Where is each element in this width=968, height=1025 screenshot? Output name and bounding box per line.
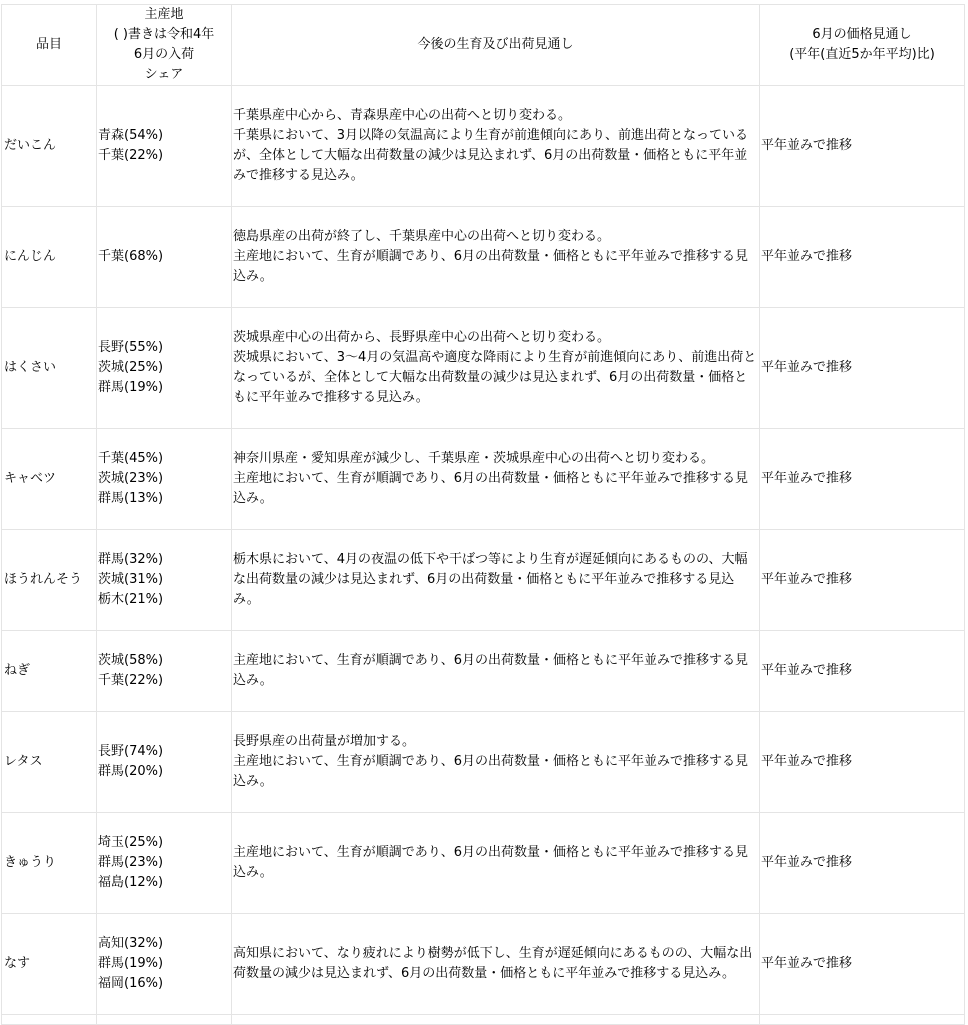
outlook-text: 栃木県において、4月の夜温の低下や干ばつ等により生育が遅延傾向にあるものの、大幅な出荷数量の減少は見込まれず、6月の出荷数量・価格ともに平年並みで推移する見込み。	[233, 552, 748, 607]
outlook-text: 千葉県産中心から、青森県産中心の出荷へと切り変わる。	[233, 108, 572, 123]
table-row	[2, 530, 965, 631]
item-name: なす	[2, 914, 97, 1015]
outlook-text: 千葉県において、3月以降の気温高により生育が前進傾向にあり、前進出荷となっているが、全体として大幅な出荷数量の減少は見込まれず、6月の出荷数量・価格ともに平年並みで推移する見込み。	[233, 128, 749, 183]
price-outlook: 平年並みで推移	[760, 308, 965, 429]
outlook-text: 主産地において、生育が順調であり、6月の出荷数量・価格ともに平年並みで推移する見込み。	[233, 249, 749, 284]
origin-cell	[97, 207, 232, 308]
outlook-text: 徳島県産の出荷が終了し、千葉県産中心の出荷へと切り変わる。	[233, 229, 611, 244]
origin-share: 群馬(32%)	[98, 552, 164, 567]
item-name: だいこん	[2, 86, 97, 207]
outlook-text: 主産地において、生育が順調であり、6月の出荷数量・価格ともに平年並みで推移する見込み。	[233, 754, 749, 789]
table-row	[2, 308, 965, 429]
outlook-cell	[232, 712, 760, 813]
origin-share: 高知(32%)	[98, 936, 164, 951]
header-origin-line: ( )書きは令和4年	[113, 27, 215, 42]
outlook-cell	[232, 914, 760, 1015]
price-outlook: 平年並みで推移	[760, 207, 965, 308]
origin-cell	[97, 631, 232, 712]
origin-share: 茨城(31%)	[98, 572, 164, 587]
price-outlook: 平年並みで推移	[760, 712, 965, 813]
origin-share: 千葉(22%)	[98, 148, 164, 163]
origin-share: 千葉(22%)	[98, 673, 164, 688]
item-name: きゅうり	[2, 813, 97, 914]
table-row	[2, 207, 965, 308]
item-name: ほうれんそう	[2, 530, 97, 631]
outlook-text: 神奈川県産・愛知県産が減少し、千葉県産・茨城県産中心の出荷へと切り変わる。	[233, 451, 715, 466]
outlook-cell	[232, 530, 760, 631]
empty-cell	[232, 1015, 760, 1025]
outlook-text: 茨城県において、3～4月の気温高や適度な降雨により生育が前進傾向にあり、前進出荷となっているが、全体として大幅な出荷数量の減少は見込まれず、6月の出荷数量・価格ともに平年並みで推移する見込み。	[233, 350, 757, 405]
table-row	[2, 429, 965, 530]
origin-share: 群馬(19%)	[98, 380, 164, 395]
header-origin-line: 主産地	[144, 7, 184, 22]
origin-share: 長野(74%)	[98, 744, 164, 759]
origin-share: 茨城(23%)	[98, 471, 164, 486]
price-outlook: 平年並みで推移	[760, 429, 965, 530]
header-outlook: 今後の生育及び出荷見通し	[232, 5, 760, 86]
origin-share: 茨城(25%)	[98, 360, 164, 375]
origin-cell	[97, 308, 232, 429]
price-outlook: 平年並みで推移	[760, 914, 965, 1015]
price-outlook: 平年並みで推移	[760, 530, 965, 631]
origin-share: 栃木(21%)	[98, 592, 164, 607]
origin-cell	[97, 914, 232, 1015]
origin-share: 群馬(19%)	[98, 956, 164, 971]
outlook-text: 高知県において、なり疲れにより樹勢が低下し、生育が遅延傾向にあるものの、大幅な出荷数量の減少は見込まれず、6月の出荷数量・価格ともに平年並みで推移する見込み。	[233, 946, 753, 981]
table-row	[2, 712, 965, 813]
origin-share: 埼玉(25%)	[98, 835, 164, 850]
origin-cell	[97, 86, 232, 207]
header-price	[760, 5, 965, 86]
item-name: ねぎ	[2, 631, 97, 712]
price-outlook: 平年並みで推移	[760, 86, 965, 207]
vegetable-outlook-table	[1, 4, 965, 1025]
outlook-cell	[232, 308, 760, 429]
item-name: レタス	[2, 712, 97, 813]
outlook-text: 主産地において、生育が順調であり、6月の出荷数量・価格ともに平年並みで推移する見込み。	[233, 471, 749, 506]
origin-cell	[97, 712, 232, 813]
empty-cell	[97, 1015, 232, 1025]
origin-cell	[97, 813, 232, 914]
header-item: 品目	[2, 5, 97, 86]
table-row	[2, 1015, 965, 1025]
origin-share: 長野(55%)	[98, 340, 164, 355]
header-row	[2, 5, 965, 86]
outlook-cell	[232, 631, 760, 712]
origin-share: 青森(54%)	[98, 128, 164, 143]
item-name: キャベツ	[2, 429, 97, 530]
origin-share: 群馬(20%)	[98, 764, 164, 779]
header-origin	[97, 5, 232, 86]
price-outlook: 平年並みで推移	[760, 631, 965, 712]
price-outlook: 平年並みで推移	[760, 813, 965, 914]
header-origin-line: 6月の入荷	[133, 47, 195, 62]
outlook-text: 茨城県産中心の出荷から、長野県産中心の出荷へと切り変わる。	[233, 330, 611, 345]
item-name: にんじん	[2, 207, 97, 308]
header-price-line: (平年(直近5か年平均)比)	[789, 47, 935, 62]
header-price-line: 6月の価格見通し	[812, 27, 912, 42]
origin-share: 福岡(16%)	[98, 976, 164, 991]
outlook-text: 主産地において、生育が順調であり、6月の出荷数量・価格ともに平年並みで推移する見込み。	[233, 845, 749, 880]
outlook-cell	[232, 429, 760, 530]
table-row	[2, 813, 965, 914]
table-row	[2, 914, 965, 1015]
outlook-cell	[232, 207, 760, 308]
origin-cell	[97, 530, 232, 631]
table-row	[2, 631, 965, 712]
origin-share: 千葉(68%)	[98, 249, 164, 264]
empty-cell	[760, 1015, 965, 1025]
origin-share: 群馬(13%)	[98, 491, 164, 506]
origin-share: 千葉(45%)	[98, 451, 164, 466]
origin-share: 群馬(23%)	[98, 855, 164, 870]
origin-cell	[97, 429, 232, 530]
origin-share: 茨城(58%)	[98, 653, 164, 668]
empty-cell	[2, 1015, 97, 1025]
item-name: はくさい	[2, 308, 97, 429]
table-row	[2, 86, 965, 207]
outlook-cell	[232, 813, 760, 914]
header-origin-line: シェア	[144, 67, 184, 82]
outlook-text: 主産地において、生育が順調であり、6月の出荷数量・価格ともに平年並みで推移する見込み。	[233, 653, 749, 688]
outlook-text: 長野県産の出荷量が増加する。	[233, 734, 416, 749]
origin-share: 福島(12%)	[98, 875, 164, 890]
outlook-cell	[232, 86, 760, 207]
